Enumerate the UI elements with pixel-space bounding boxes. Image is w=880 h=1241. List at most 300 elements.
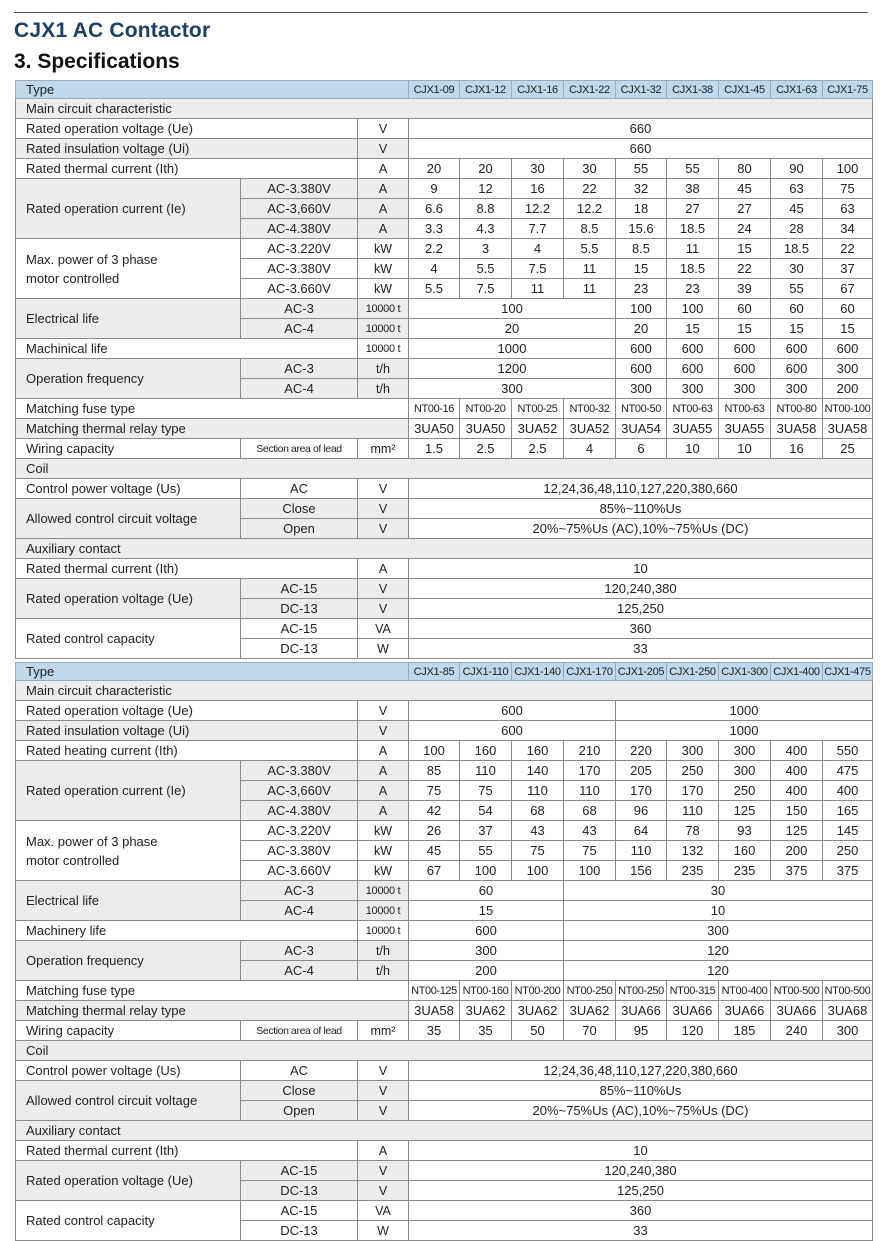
value-cell: 3.3 <box>409 219 460 239</box>
value-cell: 185 <box>719 1021 771 1041</box>
table-cell: Electrical life <box>16 299 241 339</box>
table-cell: A <box>358 199 409 219</box>
value-cell: 156 <box>616 861 667 881</box>
value-cell: NT00-80 <box>771 399 823 419</box>
model-header: CJX1-09 <box>409 81 460 99</box>
section-title: 3. Specifications <box>14 50 180 73</box>
value-cell: 200 <box>771 841 823 861</box>
table-row <box>16 419 873 439</box>
table-cell: Matching thermal relay type <box>16 419 409 439</box>
table-cell: AC-3.380V <box>241 259 358 279</box>
table-cell: kW <box>358 259 409 279</box>
table-row <box>16 1081 873 1101</box>
table-cell: V <box>358 479 409 499</box>
value-cell: 15 <box>719 319 771 339</box>
value-cell: 300 <box>823 1021 873 1041</box>
value-cell: 100 <box>512 861 564 881</box>
table-cell: Rated operation voltage (Ue) <box>16 1161 241 1201</box>
value-cell: 3UA62 <box>460 1001 512 1021</box>
table-cell: W <box>358 1221 409 1241</box>
value-cell: 3UA55 <box>667 419 719 439</box>
document-title: CJX1 AC Contactor <box>14 19 211 42</box>
model-header: CJX1-38 <box>667 81 719 99</box>
value-cell: 170 <box>667 781 719 801</box>
table-row <box>16 239 873 259</box>
value-cell: 22 <box>823 239 873 259</box>
value-cell: 34 <box>823 219 873 239</box>
value-cell: 300 <box>409 941 564 961</box>
value-cell: 400 <box>771 761 823 781</box>
value-cell: 10 <box>719 439 771 459</box>
value-cell: 18.5 <box>667 259 719 279</box>
table-row <box>16 981 873 1001</box>
table-cell: Control power voltage (Us) <box>16 1061 241 1081</box>
table-row <box>16 941 873 961</box>
value-cell: 4 <box>564 439 616 459</box>
value-cell: 235 <box>667 861 719 881</box>
value-cell: 3UA50 <box>460 419 512 439</box>
value-cell: 45 <box>409 841 460 861</box>
value-cell: 27 <box>719 199 771 219</box>
table-cell: Electrical life <box>16 881 241 921</box>
table-cell: Rated thermal current (Ith) <box>16 159 358 179</box>
table-cell: AC-15 <box>241 1201 358 1221</box>
table-cell: V <box>358 119 409 139</box>
table-cell: t/h <box>358 961 409 981</box>
section-header: Main circuit characteristic <box>16 99 873 119</box>
table-row <box>16 399 873 419</box>
value-cell: NT00-50 <box>616 399 667 419</box>
value-cell: 1000 <box>616 721 873 741</box>
value-cell: 3UA54 <box>616 419 667 439</box>
top-rule <box>14 12 868 13</box>
value-cell: 60 <box>409 881 564 901</box>
value-cell: 300 <box>771 379 823 399</box>
value-cell: 37 <box>460 821 512 841</box>
table-cell: Rated operation current (Ie) <box>16 761 241 821</box>
value-cell: 10 <box>409 559 873 579</box>
max-power-label <box>16 239 241 299</box>
table-cell: kW <box>358 279 409 299</box>
value-cell: NT00-160 <box>460 981 512 1001</box>
value-cell: 300 <box>616 379 667 399</box>
table-cell: kW <box>358 861 409 881</box>
table-cell: AC-3 <box>241 881 358 901</box>
value-cell: 360 <box>409 1201 873 1221</box>
value-cell: 11 <box>564 279 616 299</box>
value-cell: 200 <box>823 379 873 399</box>
table-cell: AC-3 <box>241 941 358 961</box>
value-cell: 3UA68 <box>823 1001 873 1021</box>
value-cell: 110 <box>616 841 667 861</box>
value-cell: 600 <box>719 339 771 359</box>
table-cell: A <box>358 1141 409 1161</box>
table-cell: Matching fuse type <box>16 981 409 1001</box>
value-cell: 27 <box>667 199 719 219</box>
value-cell: 3UA62 <box>564 1001 616 1021</box>
table-cell: A <box>358 781 409 801</box>
value-cell: 15 <box>409 901 564 921</box>
table-cell: Open <box>241 1101 358 1121</box>
value-cell: 600 <box>409 701 616 721</box>
value-cell: NT00-500 <box>823 981 873 1001</box>
value-cell: 43 <box>564 821 616 841</box>
value-cell: 22 <box>719 259 771 279</box>
value-cell: 5.5 <box>564 239 616 259</box>
model-header: CJX1-22 <box>564 81 616 99</box>
value-cell: 3UA66 <box>616 1001 667 1021</box>
value-cell: NT00-250 <box>564 981 616 1001</box>
value-cell: 600 <box>616 339 667 359</box>
value-cell: NT00-200 <box>512 981 564 1001</box>
model-header: CJX1-32 <box>616 81 667 99</box>
model-header: CJX1-110 <box>460 663 512 681</box>
table-cell: Rated thermal current (Ith) <box>16 1141 358 1161</box>
table-row <box>16 721 873 741</box>
value-cell: 220 <box>616 741 667 761</box>
value-cell: 300 <box>564 921 873 941</box>
table-cell: AC-3.660V <box>241 279 358 299</box>
value-cell: 95 <box>616 1021 667 1041</box>
value-cell: 4 <box>512 239 564 259</box>
value-cell: 20 <box>616 319 667 339</box>
table-cell: t/h <box>358 359 409 379</box>
value-cell: 300 <box>719 761 771 781</box>
value-cell: 15 <box>667 319 719 339</box>
value-cell: 235 <box>719 861 771 881</box>
value-cell: 16 <box>512 179 564 199</box>
value-cell: 120,240,380 <box>409 579 873 599</box>
table-row <box>16 921 873 941</box>
table-cell: 10000 t <box>358 901 409 921</box>
value-cell: 160 <box>512 741 564 761</box>
value-cell: 150 <box>771 801 823 821</box>
table-row <box>16 99 873 119</box>
value-cell: 3UA58 <box>771 419 823 439</box>
value-cell: 3UA66 <box>667 1001 719 1021</box>
model-header: CJX1-170 <box>564 663 616 681</box>
table-cell: kW <box>358 821 409 841</box>
value-cell: NT00-63 <box>719 399 771 419</box>
table-cell: mm² <box>358 1021 409 1041</box>
table-row <box>16 81 873 99</box>
value-cell: 300 <box>667 379 719 399</box>
table-cell: W <box>358 639 409 659</box>
value-cell: 96 <box>616 801 667 821</box>
value-cell: 24 <box>719 219 771 239</box>
value-cell: 67 <box>823 279 873 299</box>
table-row <box>16 339 873 359</box>
spec-table-2 <box>15 662 873 1241</box>
table-row <box>16 761 873 781</box>
section-header: Coil <box>16 459 873 479</box>
value-cell: 16 <box>771 439 823 459</box>
table-cell: 10000 t <box>358 299 409 319</box>
model-header: CJX1-400 <box>771 663 823 681</box>
value-cell: 12.2 <box>512 199 564 219</box>
value-cell: 300 <box>409 379 616 399</box>
table-cell: A <box>358 559 409 579</box>
section-header: Main circuit characteristic <box>16 681 873 701</box>
value-cell: NT00-400 <box>719 981 771 1001</box>
table-cell: Rated operation voltage (Ue) <box>16 701 358 721</box>
value-cell: 550 <box>823 741 873 761</box>
value-cell: NT00-16 <box>409 399 460 419</box>
value-cell: 2.2 <box>409 239 460 259</box>
value-cell: 43 <box>512 821 564 841</box>
table-cell: V <box>358 1061 409 1081</box>
value-cell: 600 <box>719 359 771 379</box>
value-cell: 660 <box>409 119 873 139</box>
value-cell: 35 <box>409 1021 460 1041</box>
table-row <box>16 619 873 639</box>
value-cell: 300 <box>667 741 719 761</box>
table-cell: kW <box>358 841 409 861</box>
value-cell: 240 <box>771 1021 823 1041</box>
table-cell: t/h <box>358 379 409 399</box>
value-cell: 140 <box>512 761 564 781</box>
value-cell: 12.2 <box>564 199 616 219</box>
table-cell: Rated operation current (Ie) <box>16 179 241 239</box>
table-cell: Rated operation voltage (Ue) <box>16 579 241 619</box>
value-cell: 63 <box>823 199 873 219</box>
value-cell: 170 <box>616 781 667 801</box>
value-cell: 375 <box>771 861 823 881</box>
value-cell: NT00-125 <box>409 981 460 1001</box>
table-cell: AC-3.220V <box>241 821 358 841</box>
section-header: Auxiliary contact <box>16 1121 873 1141</box>
table-cell: AC-3 <box>241 299 358 319</box>
table-row <box>16 479 873 499</box>
value-cell: 30 <box>564 159 616 179</box>
value-cell: 100 <box>667 299 719 319</box>
type-header: Type <box>16 663 409 681</box>
table-cell: DC-13 <box>241 599 358 619</box>
table-cell: AC-3,660V <box>241 781 358 801</box>
table-cell: A <box>358 219 409 239</box>
type-header: Type <box>16 81 409 99</box>
table-row <box>16 1061 873 1081</box>
table-row <box>16 701 873 721</box>
table-cell: AC-4 <box>241 961 358 981</box>
value-cell: 85 <box>409 761 460 781</box>
value-cell: NT00-315 <box>667 981 719 1001</box>
table-row <box>16 459 873 479</box>
model-header: CJX1-205 <box>616 663 667 681</box>
value-cell: 3UA52 <box>564 419 616 439</box>
value-cell: 25 <box>823 439 873 459</box>
table-row <box>16 499 873 519</box>
table-cell: AC-15 <box>241 619 358 639</box>
value-cell: 100 <box>409 741 460 761</box>
value-cell: 60 <box>719 299 771 319</box>
value-cell: 23 <box>667 279 719 299</box>
value-cell: 18.5 <box>667 219 719 239</box>
value-cell: 250 <box>667 761 719 781</box>
table-row <box>16 139 873 159</box>
table-row <box>16 1001 873 1021</box>
table-cell: Open <box>241 519 358 539</box>
table-row <box>16 1161 873 1181</box>
table-cell: AC <box>241 1061 358 1081</box>
value-cell: 26 <box>409 821 460 841</box>
spec-table-1 <box>15 80 873 659</box>
table-cell: AC-3.380V <box>241 179 358 199</box>
value-cell: 23 <box>616 279 667 299</box>
value-cell: 250 <box>719 781 771 801</box>
value-cell: 7.7 <box>512 219 564 239</box>
value-cell: 68 <box>564 801 616 821</box>
value-cell: 45 <box>719 179 771 199</box>
value-cell: 7.5 <box>512 259 564 279</box>
table-cell: A <box>358 741 409 761</box>
value-cell: 160 <box>460 741 512 761</box>
value-cell: 600 <box>667 339 719 359</box>
table-cell: AC-3 <box>241 359 358 379</box>
value-cell: 42 <box>409 801 460 821</box>
value-cell: 2.5 <box>460 439 512 459</box>
value-cell: 20 <box>460 159 512 179</box>
value-cell: 1200 <box>409 359 616 379</box>
value-cell: 12,24,36,48,110,127,220,380,660 <box>409 1061 873 1081</box>
table-cell: mm² <box>358 439 409 459</box>
table-row <box>16 663 873 681</box>
value-cell: 120 <box>667 1021 719 1041</box>
value-cell: 375 <box>823 861 873 881</box>
table-cell: V <box>358 1181 409 1201</box>
value-cell: 3UA52 <box>512 419 564 439</box>
table-row <box>16 1041 873 1061</box>
value-cell: 360 <box>409 619 873 639</box>
max-power-label-line2: motor controlled <box>26 270 120 286</box>
value-cell: 35 <box>460 1021 512 1041</box>
value-cell: 600 <box>409 721 616 741</box>
value-cell: 55 <box>460 841 512 861</box>
value-cell: 55 <box>771 279 823 299</box>
value-cell: 20 <box>409 159 460 179</box>
value-cell: 15.6 <box>616 219 667 239</box>
value-cell: NT00-250 <box>616 981 667 1001</box>
value-cell: 600 <box>771 339 823 359</box>
value-cell: 120 <box>564 941 873 961</box>
value-cell: 28 <box>771 219 823 239</box>
value-cell: 2.5 <box>512 439 564 459</box>
table-cell: AC-4 <box>241 901 358 921</box>
table-cell: VA <box>358 1201 409 1221</box>
value-cell: 39 <box>719 279 771 299</box>
value-cell: 68 <box>512 801 564 821</box>
table-cell: Rated control capacity <box>16 619 241 659</box>
value-cell: 78 <box>667 821 719 841</box>
table-row <box>16 119 873 139</box>
table-row <box>16 1141 873 1161</box>
value-cell: 5.5 <box>460 259 512 279</box>
value-cell: 10 <box>667 439 719 459</box>
table-row <box>16 1201 873 1221</box>
table-row <box>16 159 873 179</box>
value-cell: 100 <box>616 299 667 319</box>
section-header: Coil <box>16 1041 873 1061</box>
table-row <box>16 359 873 379</box>
value-cell: 475 <box>823 761 873 781</box>
table-cell: AC-3,660V <box>241 199 358 219</box>
table-cell: V <box>358 519 409 539</box>
table-cell: Machinical life <box>16 339 358 359</box>
value-cell: 160 <box>719 841 771 861</box>
table-row <box>16 439 873 459</box>
value-cell: 3UA50 <box>409 419 460 439</box>
value-cell: 125 <box>719 801 771 821</box>
value-cell: NT00-20 <box>460 399 512 419</box>
value-cell: 12,24,36,48,110,127,220,380,660 <box>409 479 873 499</box>
value-cell: 12 <box>460 179 512 199</box>
table-cell: Close <box>241 1081 358 1101</box>
value-cell: 75 <box>512 841 564 861</box>
table-cell: V <box>358 701 409 721</box>
value-cell: 6.6 <box>409 199 460 219</box>
table-cell: V <box>358 599 409 619</box>
table-cell: 10000 t <box>358 921 409 941</box>
value-cell: 37 <box>823 259 873 279</box>
table-cell: V <box>358 1161 409 1181</box>
max-power-label-line2: motor controlled <box>26 852 120 868</box>
value-cell: NT00-63 <box>667 399 719 419</box>
value-cell: 3UA55 <box>719 419 771 439</box>
value-cell: 600 <box>616 359 667 379</box>
table-cell: DC-13 <box>241 1181 358 1201</box>
value-cell: 600 <box>667 359 719 379</box>
value-cell: 9 <box>409 179 460 199</box>
value-cell: 10 <box>409 1141 873 1161</box>
table-cell: Machinery life <box>16 921 358 941</box>
value-cell: 660 <box>409 139 873 159</box>
value-cell: 55 <box>667 159 719 179</box>
value-cell: 63 <box>771 179 823 199</box>
value-cell: 20%~75%Us (AC),10%~75%Us (DC) <box>409 519 873 539</box>
value-cell: 20%~75%Us (AC),10%~75%Us (DC) <box>409 1101 873 1121</box>
value-cell: 38 <box>667 179 719 199</box>
table-cell: V <box>358 1101 409 1121</box>
value-cell: 64 <box>616 821 667 841</box>
table-cell: AC-4 <box>241 319 358 339</box>
value-cell: 5.5 <box>409 279 460 299</box>
value-cell: 110 <box>460 761 512 781</box>
value-cell: 3UA58 <box>409 1001 460 1021</box>
value-cell: 100 <box>823 159 873 179</box>
table-row <box>16 881 873 901</box>
model-header: CJX1-250 <box>667 663 719 681</box>
model-header: CJX1-475 <box>823 663 873 681</box>
value-cell: 15 <box>823 319 873 339</box>
table-cell: V <box>358 139 409 159</box>
table-cell: kW <box>358 239 409 259</box>
value-cell: 80 <box>719 159 771 179</box>
value-cell: 8.5 <box>564 219 616 239</box>
value-cell: 170 <box>564 761 616 781</box>
table-row <box>16 559 873 579</box>
value-cell: 300 <box>719 379 771 399</box>
table-cell: Rated insulation voltage (Ui) <box>16 721 358 741</box>
table-cell: Operation frequency <box>16 359 241 399</box>
table-cell: AC-4.380V <box>241 801 358 821</box>
model-header: CJX1-300 <box>719 663 771 681</box>
value-cell: 11 <box>667 239 719 259</box>
table-cell: AC <box>241 479 358 499</box>
value-cell: 110 <box>667 801 719 821</box>
table-cell: AC-3.380V <box>241 761 358 781</box>
value-cell: 10 <box>564 901 873 921</box>
model-header: CJX1-63 <box>771 81 823 99</box>
